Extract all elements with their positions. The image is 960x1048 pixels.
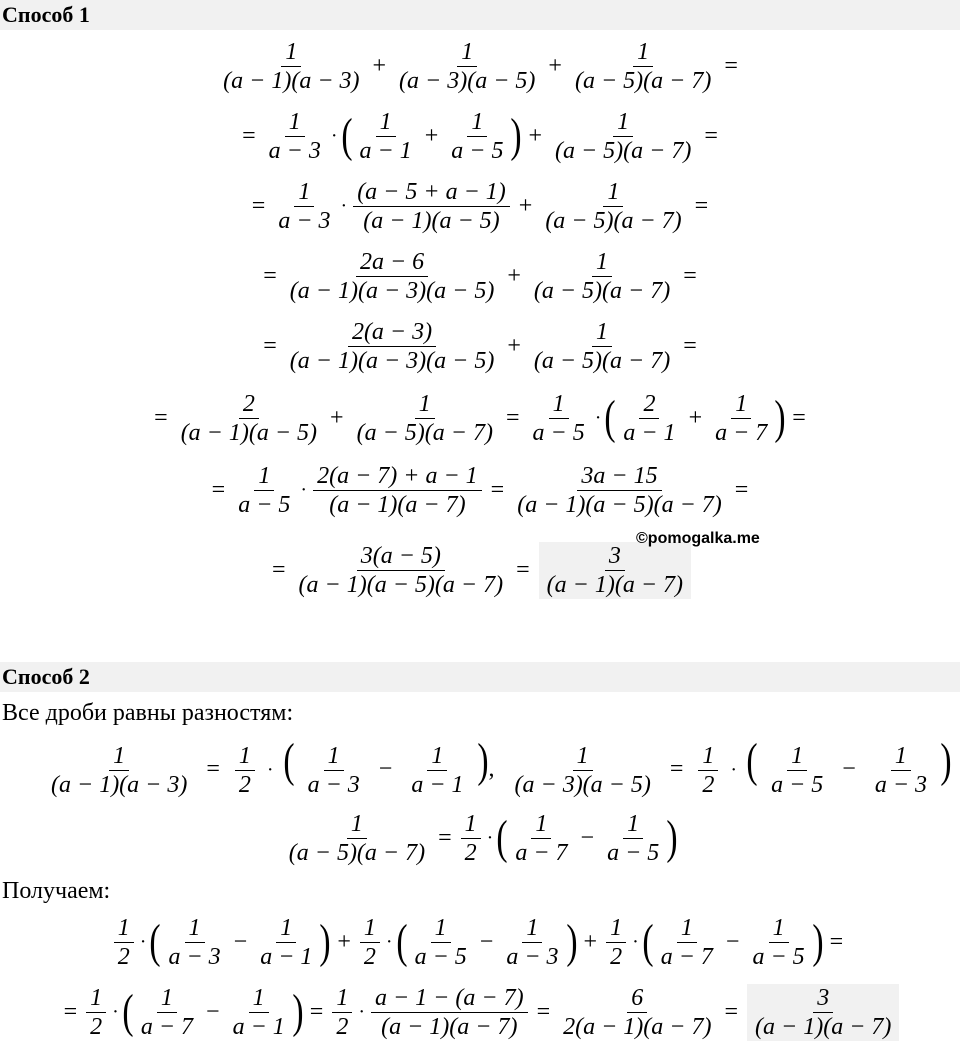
m2-line-4: = $\frac{1}{2}$ · ( $\frac{1}{a - 7}$ − $\frac{1}{a - 1}$ ) = $\frac{1}{2}$ · $\frac{a - 1 - (a - 7)}{(a - 1)(a - 7)}$ = $\frac{6}{2(a - 1)(a - 7)}$ = $\frac{3}{(a - 1)(a - 7)}$ (0, 978, 960, 1046)
fraction: $\frac{1}{(a - 5)(a - 7)}$ (574, 38, 712, 94)
section-2-title: Способ 2 (0, 662, 960, 692)
m2-line-3: $\frac{1}{2}$ · ( $\frac{1}{a - 3}$ − $\frac{1}{a - 1}$ ) + $\frac{1}{2}$ · ( $\frac{1}{a - 5}$ − $\frac{1}{a - 3}$ ) + $\frac{1}{2}$ · ( $\frac{1}{a - 7}$ − $\frac{1}{a - 5}$ ) = (0, 908, 960, 976)
answer-1: $\frac{3}{(a - 1)(a - 7)}$ (539, 542, 691, 599)
m2-line-1: $\frac{1}{(a - 1)(a - 3)}$ = $\frac{1}{2}$ · ( $\frac{1}{a - 3}$ − $\frac{1}{a - 1}$ ), $\frac{1}{(a - 3)(a - 5)}$ = $\frac{1}{2}$ · ( $\frac{1}{a - 5}$ − $\frac{1}{a - 3}$ ) (51, 734, 952, 798)
text-we-get: Получаем: (2, 878, 111, 904)
eq-line-5: = $\frac{2(a - 3)}{(a - 1)(a - 3)(a - 5)}$ + $\frac{1}{(a - 5)(a - 7)}$ = (263, 318, 697, 374)
m2-line-2: $\frac{1}{(a - 5)(a - 7)}$ = $\frac{1}{2}$ · ( $\frac{1}{a - 7}$ − $\frac{1}{a - 5}$ ) (288, 810, 678, 866)
answer-2: $\frac{3}{(a - 1)(a - 7)}$ (747, 984, 899, 1041)
eq-line-1: $\frac{1}{(a - 1)(a - 3)}$ + $\frac{1}{(a - 3)(a - 5)}$ + $\frac{1}{(a - 5)(a - 7)}$ = (0, 32, 960, 100)
fraction: $\frac{1}{(a - 3)(a - 5)}$ (399, 38, 536, 94)
eq-line-8: = $\frac{3(a - 5)}{(a - 1)(a - 5)(a - 7)}$ = $\frac{3}{(a - 1)(a - 7)}$ (0, 536, 960, 604)
text-all-fractions: Все дроби равны разностям: (2, 700, 294, 726)
watermark: ©pomogalka.me (636, 530, 760, 547)
eq-line-6: = $\frac{2}{(a - 1)(a - 5)}$ + $\frac{1}{(a - 5)(a - 7)}$ = $\frac{1}{a - 5}$ · ( $\frac{2}{a - 1}$ + $\frac{1}{a - 7}$ ) = (154, 390, 806, 446)
section-1-title: Способ 1 (0, 0, 960, 30)
eq-line-4: = $\frac{2a - 6}{(a - 1)(a - 3)(a - 5)}$ + $\frac{1}{(a - 5)(a - 7)}$ = (263, 248, 697, 304)
eq-line-3: = $\frac{1}{a - 3}$ · $\frac{(a - 5 + a - 1)}{(a - 1)(a - 5)}$ + $\frac{1}{(a - 5)(a - 7)}$ = (251, 178, 709, 234)
eq-line-7: = $\frac{1}{a - 5}$ · $\frac{2(a - 7) + a - 1}{(a - 1)(a - 7)}$ = $\frac{3a - 15}{(a - 1)(a - 5)(a - 7)}$ = (211, 462, 749, 518)
eq-line-2: = $\frac{1}{a - 3}$ · ( $\frac{1}{a - 1}$ + $\frac{1}{a - 5}$ ) + $\frac{1}{(a - 5)(a - 7)}$ = (242, 108, 718, 164)
fraction: $\frac{1}{(a - 1)(a - 3)}$ (223, 38, 360, 94)
